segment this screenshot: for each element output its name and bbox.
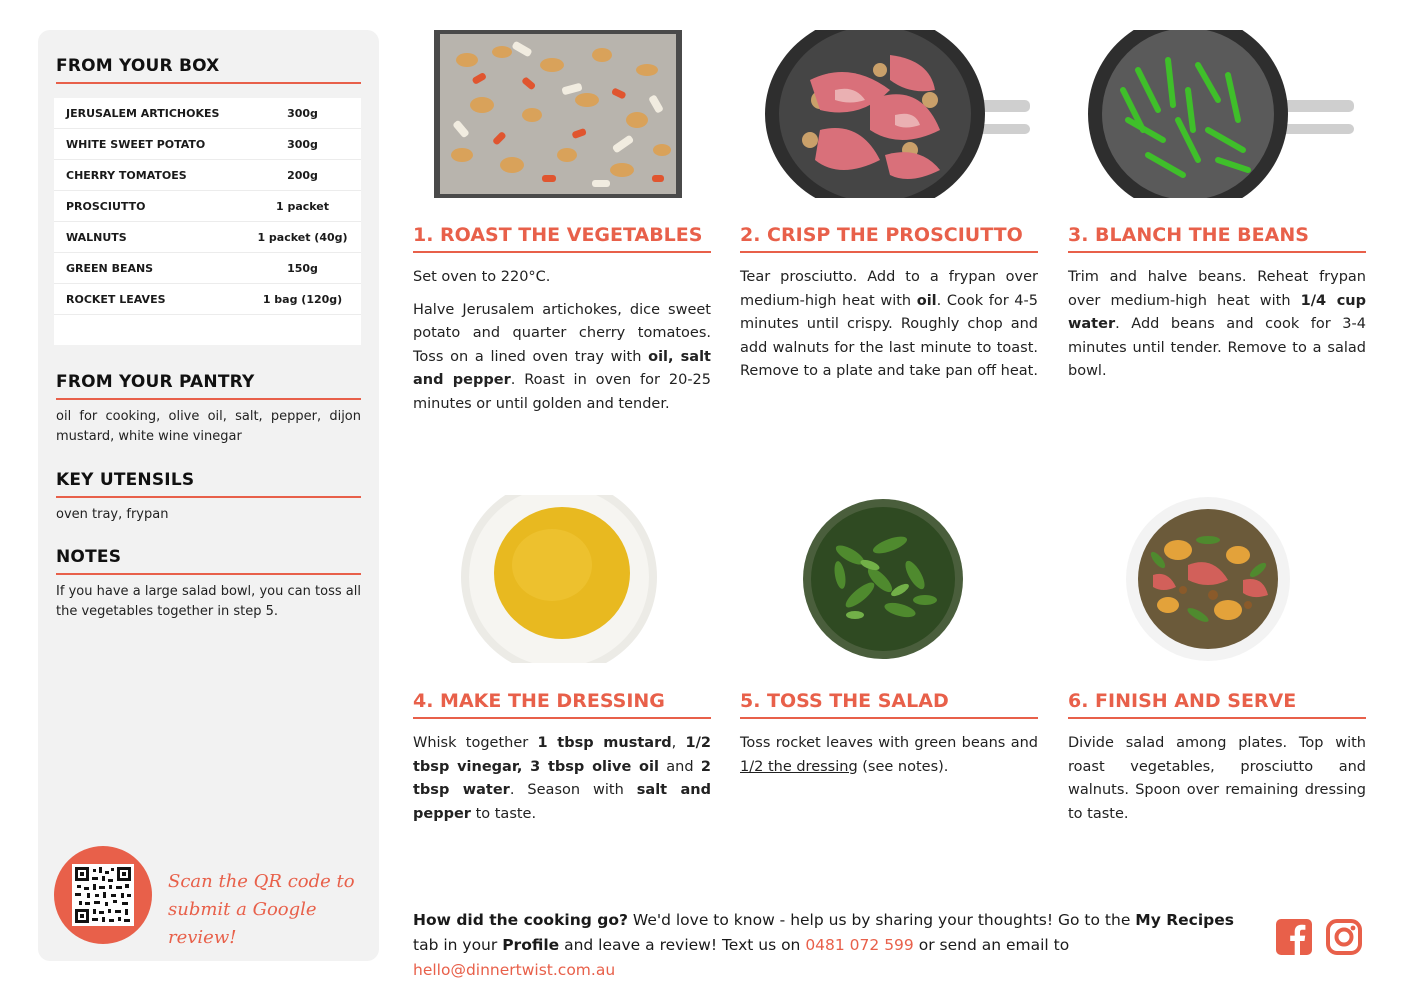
toss-salad-image <box>740 495 1038 663</box>
step-4-title: 4. MAKE THE DRESSING <box>413 690 711 719</box>
table-row <box>54 222 361 253</box>
footer-text: and leave a review! Text us on <box>559 936 806 954</box>
text-run: Whisk together <box>413 735 538 751</box>
step-3-paragraph-1 <box>1068 266 1366 384</box>
notes-text: If you have a large salad bowl, you can toss all the vegetables together in step 5. <box>56 584 361 619</box>
qr-caption <box>168 868 368 952</box>
key-utensils-title: KEY UTENSILS <box>56 470 361 498</box>
ingredients-table <box>54 98 361 345</box>
utensils-text: oven tray, frypan <box>56 507 169 522</box>
facebook-icon[interactable] <box>1275 918 1313 956</box>
instagram-icon[interactable] <box>1325 918 1363 956</box>
step-1-paragraph-1: Set oven to 220°C. <box>413 269 551 285</box>
step-6-title: 6. FINISH AND SERVE <box>1068 690 1366 719</box>
table-row <box>54 284 361 315</box>
footer-my-recipes: My Recipes <box>1135 911 1234 929</box>
ingredient-name: WALNUTS <box>66 230 127 244</box>
table-row <box>54 253 361 284</box>
qr-code-icon[interactable] <box>72 864 134 926</box>
footer-lead: How did the cooking go? <box>413 911 628 929</box>
step-6-text <box>1068 732 1366 835</box>
step-6-paragraph-1: Divide salad among plates. Top with roast vegetables, prosciutto and walnuts. Spoon over remaining dressing to taste. <box>1068 735 1366 822</box>
text-run: (see notes). <box>857 758 949 775</box>
from-your-pantry-title: FROM YOUR PANTRY <box>56 372 361 400</box>
step-5-text <box>740 732 1038 788</box>
step-3-text <box>1068 266 1366 393</box>
text-run: , <box>671 735 686 751</box>
step-3-title: 3. BLANCH THE BEANS <box>1068 224 1366 253</box>
text-run-bold: 1/4 cup water <box>1068 292 1366 332</box>
roast-vegetables-image <box>412 30 710 198</box>
feedback-footer <box>413 908 1263 983</box>
step-1-paragraph-2 <box>413 299 711 417</box>
text-run: and <box>658 758 701 775</box>
qr-caption-line2: submit a Google review! <box>168 899 317 948</box>
sidebar <box>38 30 379 961</box>
ingredient-qty: 150g <box>287 261 318 275</box>
ingredient-qty: 300g <box>287 106 318 120</box>
text-run: Trim and halve beans. Reheat frypan over medium-high heat with <box>1068 269 1366 309</box>
ingredient-qty: 1 packet (40g) <box>257 230 348 244</box>
text-run: . Roast in oven for 20-25 minutes or until golden and tender. <box>413 372 711 412</box>
email-link[interactable]: hello@dinnertwist.com.au <box>413 961 616 979</box>
crisp-prosciutto-image <box>740 30 1038 198</box>
finish-serve-image <box>1068 495 1366 663</box>
footer-text: tab in your <box>413 936 503 954</box>
text-run: . Add beans and cook for 3-4 minutes until tender. Remove to a salad bowl. <box>1068 316 1366 379</box>
text-run-bold: 1 tbsp mustard <box>537 735 672 751</box>
from-your-box-title: FROM YOUR BOX <box>56 56 361 84</box>
step-1-text <box>413 266 711 425</box>
table-row <box>54 191 361 222</box>
make-dressing-image <box>412 495 710 663</box>
text-run: to taste. <box>470 805 537 822</box>
ingredient-qty: 200g <box>287 168 318 182</box>
text-run: Tear prosciutto. Add to a frypan over medium-high heat with <box>740 269 1038 309</box>
footer-text: or send an email to <box>913 936 1070 954</box>
text-run-bold: salt and pepper <box>413 782 712 822</box>
text-run: . Cook for 4-5 minutes until crispy. Roughly chop and add walnuts for the last minute to toast. Remove to a plate and take pan off heat. <box>740 292 1038 379</box>
ingredient-name: GREEN BEANS <box>66 261 154 275</box>
text-run: Halve Jerusalem artichokes, dice sweet potato and quarter cherry tomatoes. Toss on a lined oven tray with <box>413 301 711 365</box>
step-5-paragraph-1 <box>740 732 1038 779</box>
step-1-title: 1. ROAST THE VEGETABLES <box>413 224 711 253</box>
step-2-title: 2. CRISP THE PROSCIUTTO <box>740 224 1038 253</box>
text-run: . Season with <box>509 782 637 798</box>
ingredient-qty: 1 packet <box>275 199 330 213</box>
ingredient-name: JERUSALEM ARTICHOKES <box>66 106 220 120</box>
table-row <box>54 160 361 191</box>
blanch-beans-image <box>1068 30 1366 198</box>
ingredient-qty: 1 bag (120g) <box>262 292 343 306</box>
pantry-text: oil for cooking, olive oil, salt, pepper, dijon mustard, white wine vinegar <box>56 409 361 444</box>
text-run-bold: oil <box>916 292 937 309</box>
step-4-paragraph-1 <box>413 732 711 826</box>
footer-profile: Profile <box>502 936 560 954</box>
text-run-bold: oil, salt and pepper <box>413 348 711 388</box>
ingredient-name: CHERRY TOMATOES <box>66 168 187 182</box>
ingredient-qty: 300g <box>287 137 318 151</box>
text-run-bold: 2 tbsp water <box>413 758 711 798</box>
step-5-title: 5. TOSS THE SALAD <box>740 690 1038 719</box>
text-run-bold: 1/2 tbsp vinegar, 3 tbsp olive oil <box>413 735 711 775</box>
step-2-paragraph-1 <box>740 266 1038 384</box>
table-row <box>54 98 361 129</box>
notes-title: NOTES <box>56 547 361 575</box>
text-run-underlined: 1/2 the dressing <box>740 758 858 775</box>
step-2-text <box>740 266 1038 393</box>
ingredient-name: ROCKET LEAVES <box>66 292 166 306</box>
footer-text: We'd love to know - help us by sharing your thoughts! Go to the <box>627 911 1136 929</box>
phone-link[interactable]: 0481 072 599 <box>805 936 914 954</box>
step-4-text <box>413 732 711 835</box>
text-run: Toss rocket leaves with green beans and <box>740 735 1038 751</box>
qr-badge[interactable] <box>54 846 152 944</box>
table-row <box>54 129 361 160</box>
qr-caption-line1: Scan the QR code to <box>168 871 355 892</box>
ingredient-name: PROSCIUTTO <box>66 199 146 213</box>
ingredient-name: WHITE SWEET POTATO <box>66 137 206 151</box>
